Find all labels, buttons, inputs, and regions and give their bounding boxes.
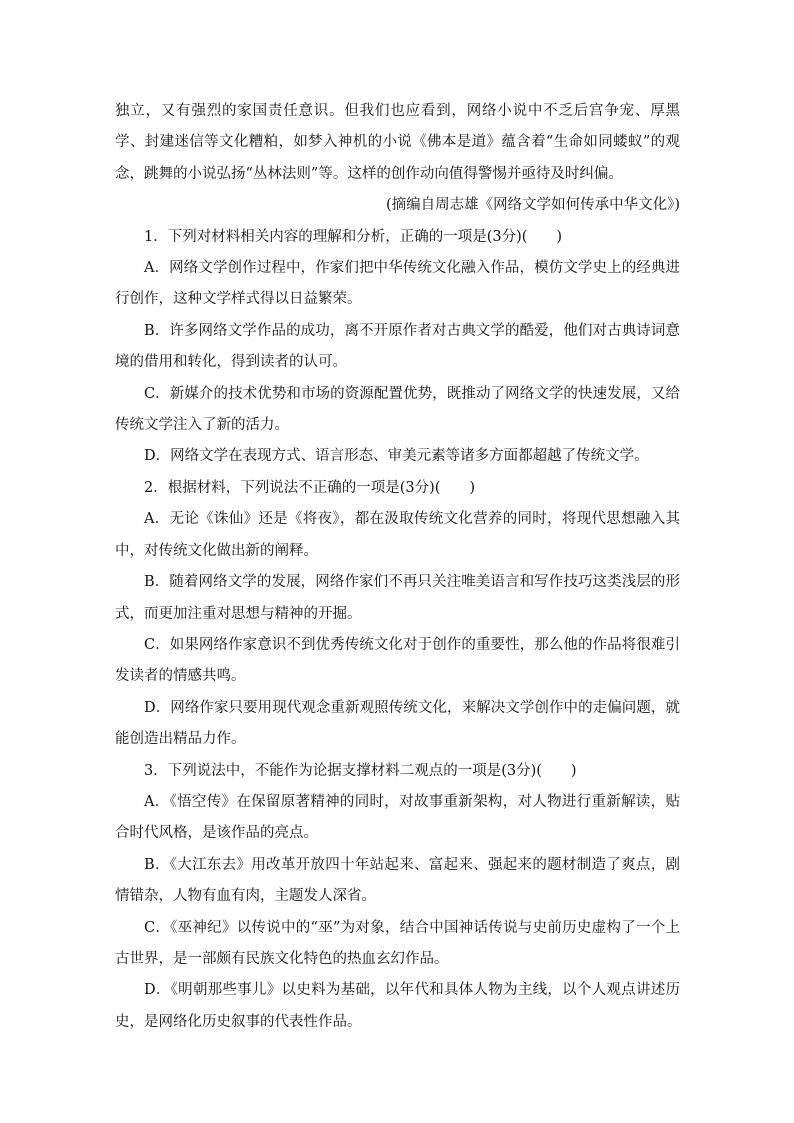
passage-intro: 独立，又有强烈的家国责任意识。但我们也应看到，网络小说中不乏后宫争宠、厚黑学、封建迷信等文化糟粕，如梦入神机的小说《佛本是道》蕴含着“生命如同蝼蚁”的观念，跳舞的小说弘扬“丛林法则”等。这样的创作动向值得警惕并亟待及时纠偏。 — [115, 103, 680, 182]
question-3 — [115, 756, 680, 1039]
option-c: C．新媒介的技术优势和市场的资源配置优势，既推动了网络文学的快速发展，又给传统文学注入了新的活力。 — [115, 385, 680, 434]
option-b: B．许多网络文学作品的成功，离不开原作者对古典文学的酷爱，他们对古典诗词意境的借用和转化，得到读者的认可。 — [115, 322, 680, 371]
option-c: C．如果网络作家意识不到优秀传统文化对于创作的重要性，那么他的作品将很难引发读者的情感共鸣。 — [115, 636, 680, 685]
exam-page — [115, 96, 680, 1038]
option-a: A．《悟空传》在保留原著精神的同时，对故事重新架构，对人物进行重新解读，贴合时代风格，是该作品的亮点。 — [115, 793, 680, 842]
question-stem: 2．根据材料，下列说法不正确的一项是(3分)( ) — [144, 479, 476, 496]
option-d: D．网络文学在表现方式、语言形态、审美元素等诸多方面都超越了传统文学。 — [144, 448, 649, 465]
option-c: C．《巫神纪》以传说中的“巫”为对象，结合中国神话传说与史前历史虚构了一个上古世界，是一部颇有民族文化特色的热血玄幻作品。 — [115, 919, 680, 967]
option-d: D．网络作家只要用现代观念重新观照传统文化，来解决文学创作中的走偏问题，就能创造出精品力作。 — [115, 699, 680, 748]
question-stem: 3．下列说法中，不能作为论据支撑材料二观点的一项是(3分)( ) — [144, 762, 577, 779]
option-b: B．《大江东去》用改革开放四十年站起来、富起来、强起来的题材制造了爽点，剧情错杂，人物有血有肉，主题发人深省。 — [115, 856, 680, 905]
option-b: B．随着网络文学的发展，网络作家们不再只关注唯美语言和写作技巧这类浅层的形式，而更加注重对思想与精神的开掘。 — [115, 574, 680, 622]
question-stem: 1．下列对材料相关内容的理解和分析，正确的一项是(3分)( ) — [144, 228, 563, 245]
question-1 — [115, 222, 680, 473]
passage-source: (摘编自周志雄《网络文学如何传承中华文化》) — [385, 197, 680, 214]
option-a: A．无论《诛仙》还是《将夜》，都在汲取传统文化营养的同时，将现代思想融入其中，对传统文化做出新的阐释。 — [115, 511, 680, 559]
question-2 — [115, 473, 680, 756]
option-d: D．《明朝那些事儿》以史料为基础，以年代和具体人物为主线，以个人观点讲述历史，是网络化历史叙事的代表性作品。 — [115, 982, 680, 1030]
option-a: A．网络文学创作过程中，作家们把中华传统文化融入作品，模仿文学史上的经典进行创作，这种文学样式得以日益繁荣。 — [115, 260, 680, 308]
